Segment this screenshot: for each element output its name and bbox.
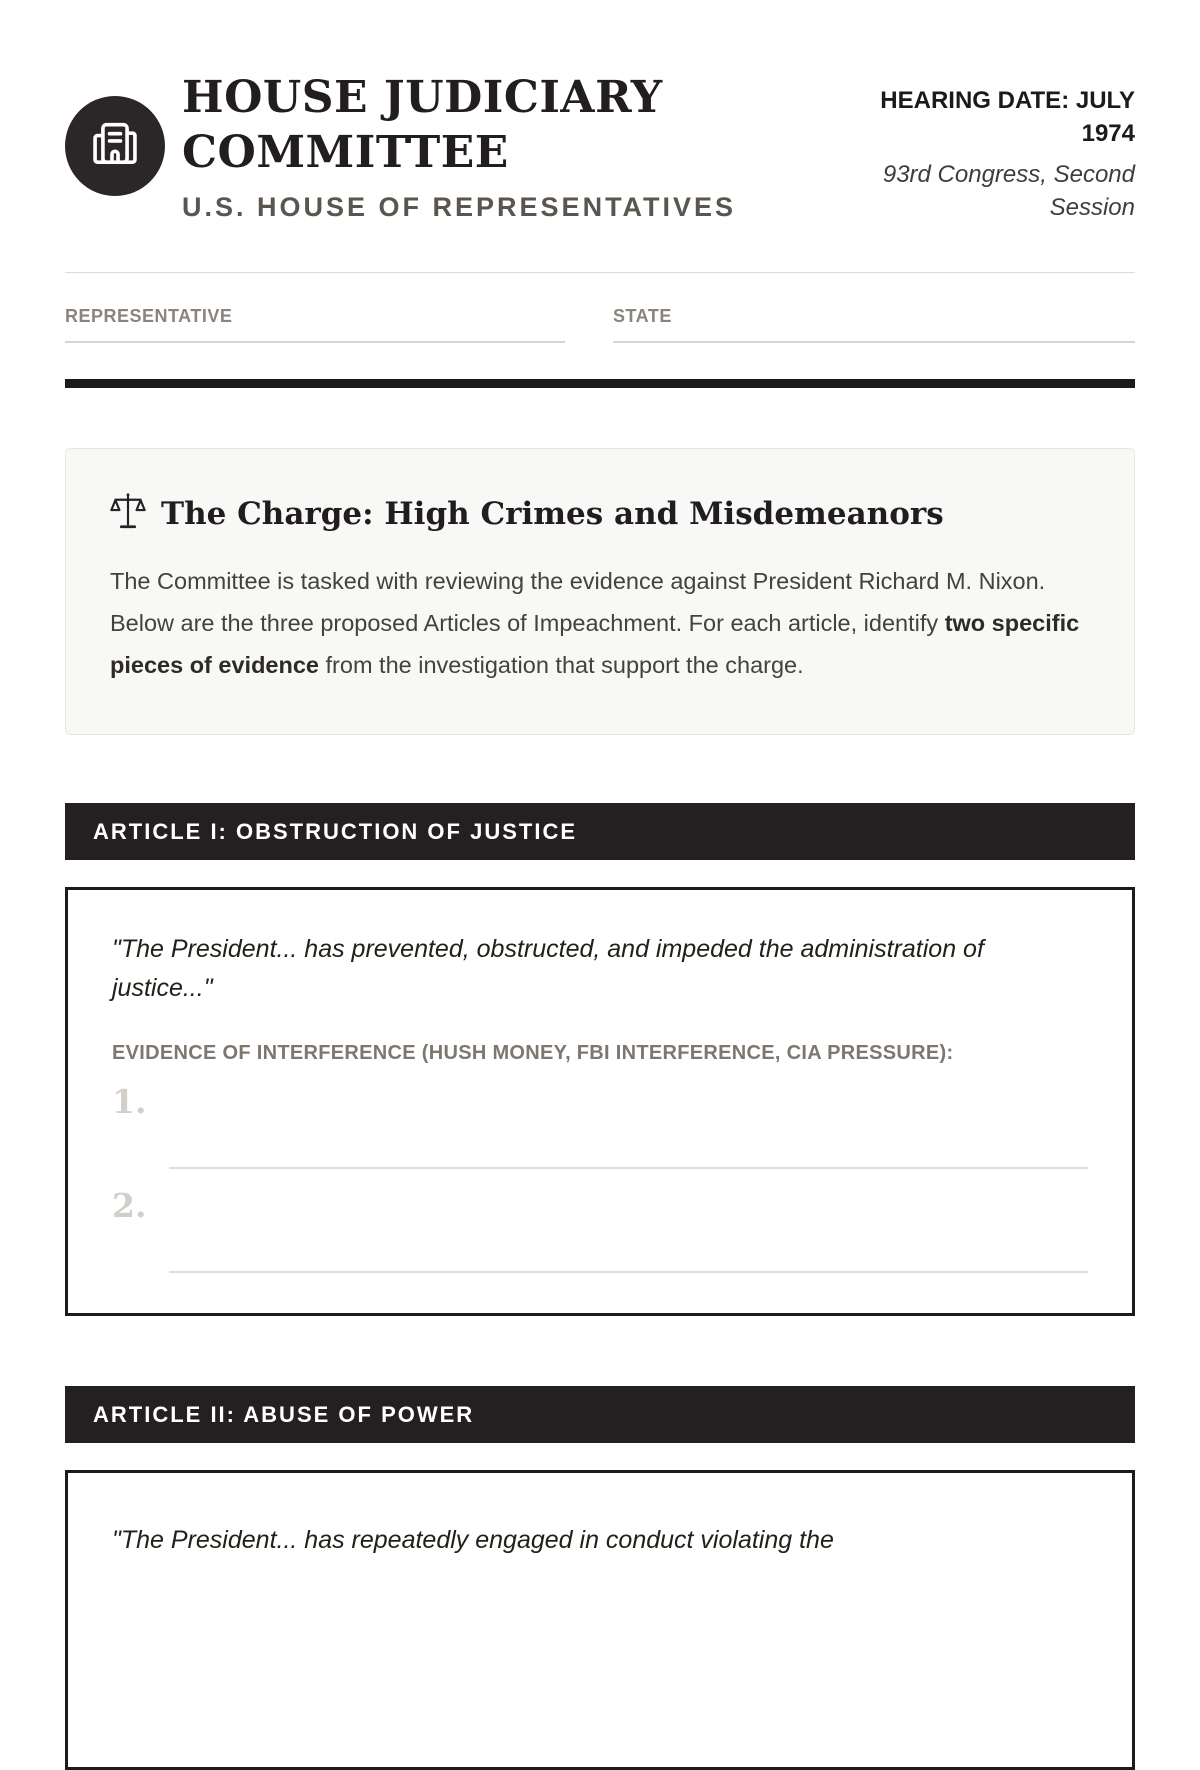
evidence-line-2 (112, 1187, 1088, 1273)
header (65, 70, 1135, 224)
representative-input-line[interactable] (65, 327, 565, 343)
header-meta (835, 70, 1135, 224)
header-divider (65, 272, 1135, 273)
hearing-date: HEARING DATE: JULY 1974 (880, 87, 1135, 147)
committee-logo (65, 96, 165, 196)
charge-instructions (110, 560, 1090, 686)
article-1-evidence-label: EVIDENCE OF INTERFERENCE (HUSH MONEY, FBI INTERFERENCE, CIA PRESSURE): (112, 1042, 954, 1064)
evidence-line-2-write-area[interactable] (169, 1187, 1088, 1273)
article-1-header-bar: ARTICLE I: OBSTRUCTION OF JUSTICE (65, 803, 1135, 860)
page-title-line2: COMMITTEE (182, 127, 509, 178)
article-2-quote: "The President... has repeatedly engaged in conduct violating the (112, 1526, 834, 1554)
article-2-box (65, 1470, 1135, 1770)
charge-instructions-before: The Committee is tasked with reviewing the evidence against President Richard M. Nixon. Below are the three proposed Articles of Impeachment. For each article, identify (110, 568, 1046, 636)
article-2-header-bar: ARTICLE II: ABUSE OF POWER (65, 1386, 1135, 1443)
article-1-quote: "The President... has prevented, obstructed, and impeded the administration of justice..." (112, 935, 984, 1002)
committee-brand (65, 70, 736, 223)
article-1-box (65, 887, 1135, 1316)
state-field (613, 306, 1135, 343)
representative-field (65, 306, 565, 343)
charge-instructions-after: from the investigation that support the charge. (319, 652, 804, 678)
evidence-line-2-number: 2. (112, 1186, 147, 1225)
section-divider-bar (65, 379, 1135, 388)
charge-summary-box (65, 448, 1135, 735)
evidence-line-1 (112, 1083, 1088, 1169)
page-title-line1: HOUSE JUDICIARY (182, 72, 663, 123)
representative-label: REPRESENTATIVE (65, 306, 233, 326)
state-label: STATE (613, 306, 672, 326)
evidence-line-1-write-area[interactable] (169, 1083, 1088, 1169)
form-fields-row (65, 306, 1135, 343)
charge-instructions-bold: two specific pieces of evidence (110, 610, 1080, 678)
state-input-line[interactable] (613, 327, 1135, 343)
charge-heading-row (110, 491, 1090, 536)
evidence-line-1-number: 1. (112, 1082, 147, 1121)
org-subtitle: U.S. HOUSE OF REPRESENTATIVES (182, 192, 737, 222)
session-note: 93rd Congress, Second Session (882, 161, 1135, 221)
brand-text (182, 70, 736, 223)
government-building-icon (86, 115, 144, 178)
scales-of-justice-icon (110, 491, 146, 536)
charge-title: The Charge: High Crimes and Misdemeanors (161, 495, 944, 532)
